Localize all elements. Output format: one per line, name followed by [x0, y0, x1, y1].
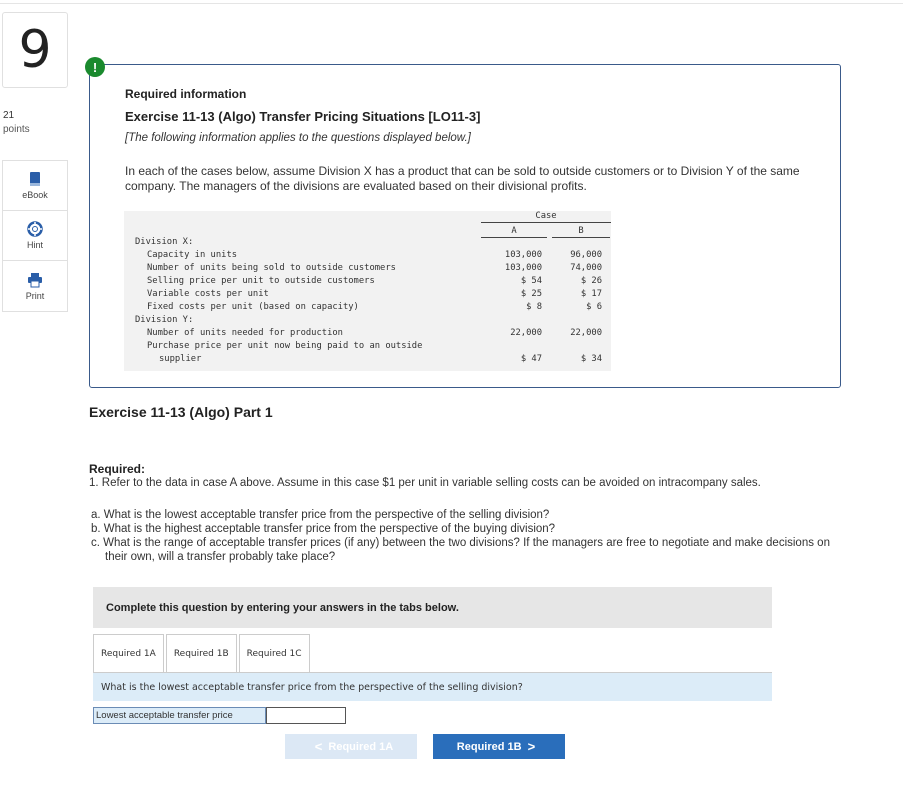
row-label: supplier	[159, 354, 202, 364]
row-label: Number of units needed for production	[147, 328, 343, 338]
case-a-value: $ 25	[520, 289, 542, 299]
table-row	[124, 315, 611, 328]
printer-icon	[27, 272, 43, 288]
chevron-left-icon: <	[314, 739, 323, 754]
tab-required-1b[interactable]: Required 1B	[166, 634, 237, 673]
info-subtitle: [The following information applies to the questions displayed below.]	[125, 132, 471, 144]
table-row	[124, 250, 611, 263]
question-c: c. What is the range of acceptable transfer prices (if any) between the two divisions? If the managers are free to negotiate and make decisions on their own, will a transfer probably take place?	[91, 537, 830, 563]
row-label: Division Y:	[135, 315, 194, 325]
required-item-1: 1. Refer to the data in case A above. Assume in this case $1 per unit in variable selling costs can be avoided on intracompany sales.	[89, 477, 761, 489]
question-b: b. What is the highest acceptable transfer price from the perspective of the buying division?	[91, 523, 556, 535]
case-b-value: 22,000	[570, 328, 602, 338]
question-a: a. What is the lowest acceptable transfer price from the perspective of the selling division?	[91, 509, 550, 521]
table-row	[124, 276, 611, 289]
book-icon	[27, 171, 43, 187]
points-label: points	[3, 124, 30, 135]
hint-button[interactable]	[3, 211, 67, 261]
row-label: Purchase price per unit now being paid to an outside	[147, 341, 423, 351]
case-data-table	[124, 211, 611, 371]
case-b-value: 96,000	[570, 250, 602, 260]
required-label: Required:	[89, 462, 146, 476]
tab-bar	[93, 634, 312, 673]
table-row	[124, 237, 611, 250]
ebook-label: eBook	[22, 190, 48, 200]
case-a-value: $ 47	[520, 354, 542, 364]
print-label: Print	[25, 290, 45, 301]
part-title: Exercise 11-13 (Algo) Part 1	[89, 404, 273, 420]
tool-panel	[2, 160, 68, 312]
prev-required-button[interactable]	[285, 734, 417, 759]
print-button[interactable]	[3, 261, 67, 311]
tab-required-1c[interactable]: Required 1C	[239, 634, 310, 673]
next-required-button[interactable]	[433, 734, 565, 759]
table-row	[124, 289, 611, 302]
prev-button-label: Required 1A	[328, 740, 394, 753]
next-button-label: Required 1B	[456, 740, 522, 753]
table-row	[124, 341, 611, 354]
case-b-value: 74,000	[570, 263, 602, 273]
chevron-right-icon: >	[527, 739, 536, 754]
row-label: Selling price per unit to outside customers	[147, 276, 375, 286]
question-number: 9	[2, 12, 68, 88]
alert-icon: !	[85, 57, 105, 77]
lifebuoy-icon	[27, 221, 43, 237]
row-label: Capacity in units	[147, 250, 238, 260]
ebook-button[interactable]	[3, 161, 67, 211]
tab-required-1a[interactable]: Required 1A	[93, 634, 164, 673]
table-row	[124, 302, 611, 315]
case-a-value: 103,000	[504, 250, 542, 260]
points-value: 21	[3, 110, 15, 121]
info-heading: Required information	[125, 87, 247, 101]
column-a-header: A	[511, 226, 517, 236]
row-label: Fixed costs per unit (based on capacity)	[147, 302, 359, 312]
case-b-value: $ 26	[580, 276, 602, 286]
case-a-value: 22,000	[510, 328, 542, 338]
case-a-value: $ 54	[520, 276, 542, 286]
row-label: Variable costs per unit	[147, 289, 269, 299]
case-header: Case	[481, 211, 611, 223]
question-text: What is the lowest acceptable transfer price from the perspective of the selling division?	[93, 673, 772, 701]
table-row	[124, 328, 611, 341]
case-a-value: $ 8	[526, 302, 542, 312]
case-a-value: 103,000	[504, 263, 542, 273]
table-row	[124, 263, 611, 276]
hint-label: Hint	[26, 240, 43, 250]
case-b-value: $ 6	[586, 302, 602, 312]
top-divider	[0, 3, 903, 4]
exercise-title: Exercise 11-13 (Algo) Transfer Pricing Situations [LO11-3]	[125, 109, 481, 124]
table-row	[124, 354, 611, 367]
row-label: Number of units being sold to outside customers	[147, 263, 396, 273]
intro-text: In each of the cases below, assume Division X has a product that can be sold to outside customers or to Division Y of the same company. The managers of the divisions are evaluated based on their divisional profits.	[125, 164, 800, 193]
question-list	[89, 508, 849, 564]
row-label: Division X:	[135, 237, 194, 247]
lowest-transfer-price-input[interactable]	[266, 707, 346, 724]
case-b-value: $ 34	[580, 354, 602, 364]
complete-prompt: Complete this question by entering your answers in the tabs below.	[93, 587, 772, 628]
column-b-header: B	[578, 226, 584, 236]
answer-label: Lowest acceptable transfer price	[93, 707, 266, 724]
case-b-value: $ 17	[580, 289, 602, 299]
